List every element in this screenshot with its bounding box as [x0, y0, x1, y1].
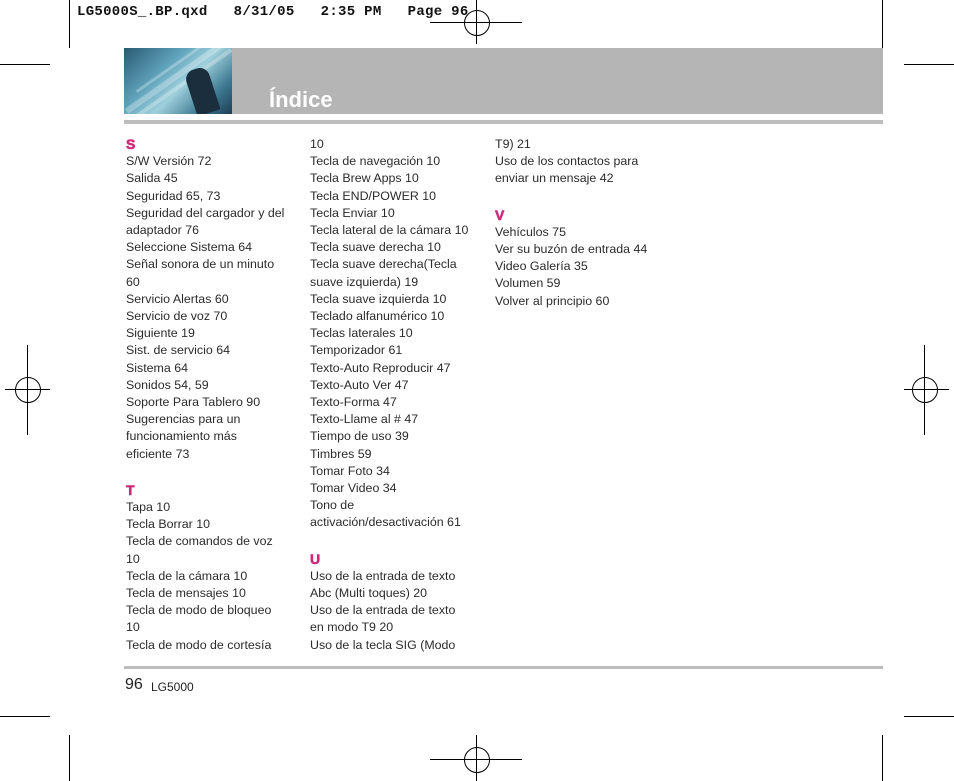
- page-number: 96: [125, 676, 143, 693]
- index-entry: Tecla lateral de la cámara 10: [310, 223, 469, 238]
- index-entry: Sistema 64: [126, 360, 188, 375]
- index-entry: S/W Versión 72: [126, 154, 212, 169]
- index-entry: Uso de la tecla SIG (Modo: [310, 637, 456, 652]
- index-entry: Tecla de comandos de voz: [126, 534, 273, 549]
- index-entry: 10: [126, 551, 140, 566]
- index-entry: Tecla de mensajes 10: [126, 586, 246, 601]
- index-entry: Texto-Llame al # 47: [310, 412, 419, 427]
- index-entry: 10: [310, 137, 324, 151]
- index-entry: Tono de: [310, 498, 355, 513]
- index-entry: Seleccione Sistema 64: [126, 240, 253, 255]
- crop-mark: [904, 716, 954, 717]
- index-entry: Salida 45: [126, 171, 178, 186]
- index-entry: Teclado alfanumérico 10: [310, 309, 445, 324]
- index-entry: Siguiente 19: [126, 326, 195, 341]
- index-entry: Teclas laterales 10: [310, 326, 413, 341]
- model-name: LG5000: [151, 680, 194, 694]
- index-entry: Soporte Para Tablero 90: [126, 395, 261, 410]
- index-entry: Uso de la entrada de texto: [310, 568, 456, 583]
- index-entry: Timbres 59: [310, 446, 372, 461]
- index-column-3: [495, 136, 665, 310]
- index-entry: eficiente 73: [126, 446, 190, 461]
- index-entry: Tapa 10: [126, 500, 171, 515]
- index-entry: Volumen 59: [495, 276, 561, 291]
- index-entry: Temporizador 61: [310, 343, 403, 358]
- index-entry: funcionamiento más: [126, 429, 237, 444]
- print-slug: LG5000S_.BP.qxd 8/31/05 2:35 PM Page 96: [77, 4, 469, 20]
- index-entry: Tecla de modo de cortesía: [126, 637, 272, 652]
- index-entry: Sonidos 54, 59: [126, 377, 209, 392]
- crop-mark: [904, 64, 954, 65]
- index-entry: Texto-Auto Reproducir 47: [310, 360, 451, 375]
- index-entry: Servicio Alertas 60: [126, 291, 229, 306]
- index-entry: Tomar Foto 34: [310, 463, 390, 478]
- index-entry: Ver su buzón de entrada 44: [495, 242, 648, 257]
- crop-mark: [0, 716, 50, 717]
- section-letter-s: S: [126, 136, 136, 152]
- section-letter-u: U: [310, 550, 321, 567]
- index-entry: Tecla Enviar 10: [310, 205, 395, 220]
- section-t-continued-entries: [310, 136, 480, 532]
- index-entry: Tecla Brew Apps 10: [310, 171, 419, 186]
- crop-mark: [0, 64, 50, 65]
- index-entry: enviar un mensaje 42: [495, 171, 614, 186]
- header-photo: [124, 48, 232, 114]
- index-entry: Tecla de la cámara 10: [126, 568, 248, 583]
- index-entry: Tomar Video 34: [310, 481, 397, 496]
- index-entry: Abc (Multi toques) 20: [310, 586, 428, 601]
- section-v-entries: [495, 224, 665, 310]
- index-entry: Uso de los contactos para: [495, 154, 639, 169]
- index-entry: Tecla suave derecha(Tecla: [310, 257, 457, 272]
- section-u-continued-entries: [495, 136, 665, 188]
- index-entry: Servicio de voz 70: [126, 309, 228, 324]
- index-entry: Seguridad del cargador y del: [126, 205, 285, 220]
- index-entry: Texto-Forma 47: [310, 395, 397, 410]
- index-entry: 60: [126, 274, 140, 289]
- crop-mark: [882, 735, 883, 781]
- index-entry: en modo T9 20: [310, 620, 394, 635]
- index-entry: activación/desactivación 61: [310, 515, 461, 530]
- index-column-2: [310, 136, 480, 654]
- section-letter-t: T: [126, 481, 135, 498]
- index-entry: Tecla suave derecha 10: [310, 240, 441, 255]
- crop-mark: [882, 0, 883, 48]
- index-entry: Vehículos 75: [495, 224, 566, 239]
- index-entry: Volver al principio 60: [495, 293, 610, 308]
- page-title: Índice: [269, 87, 333, 112]
- index-column-1: [126, 136, 296, 654]
- index-entry: Uso de la entrada de texto: [310, 603, 456, 618]
- index-entry: Tecla de navegación 10: [310, 154, 441, 169]
- section-letter-v: V: [495, 206, 505, 223]
- index-entry: Tiempo de uso 39: [310, 429, 409, 444]
- crop-mark: [69, 0, 70, 48]
- crop-mark: [69, 735, 70, 781]
- index-entry: Video Galería 35: [495, 259, 588, 274]
- index-entry: Tecla END/POWER 10: [310, 188, 437, 203]
- section-t-entries: [126, 499, 296, 654]
- section-u-entries: [310, 568, 480, 654]
- index-entry: Texto-Auto Ver 47: [310, 377, 409, 392]
- index-entry: Tecla suave izquierda 10: [310, 291, 447, 306]
- section-s-entries: [126, 153, 296, 463]
- index-entry: suave izquierda) 19: [310, 274, 419, 289]
- index-entry: 10: [126, 620, 140, 635]
- top-rule: [124, 120, 883, 124]
- index-entry: Tecla de modo de bloqueo: [126, 603, 272, 618]
- index-entry: Sist. de servicio 64: [126, 343, 230, 358]
- index-entry: Tecla Borrar 10: [126, 517, 211, 532]
- index-entry: Seguridad 65, 73: [126, 188, 221, 203]
- index-entry: T9) 21: [495, 137, 531, 151]
- index-entry: Señal sonora de un minuto: [126, 257, 275, 272]
- index-entry: Sugerencias para un: [126, 412, 241, 427]
- index-entry: adaptador 76: [126, 223, 200, 238]
- bottom-rule: [124, 666, 883, 669]
